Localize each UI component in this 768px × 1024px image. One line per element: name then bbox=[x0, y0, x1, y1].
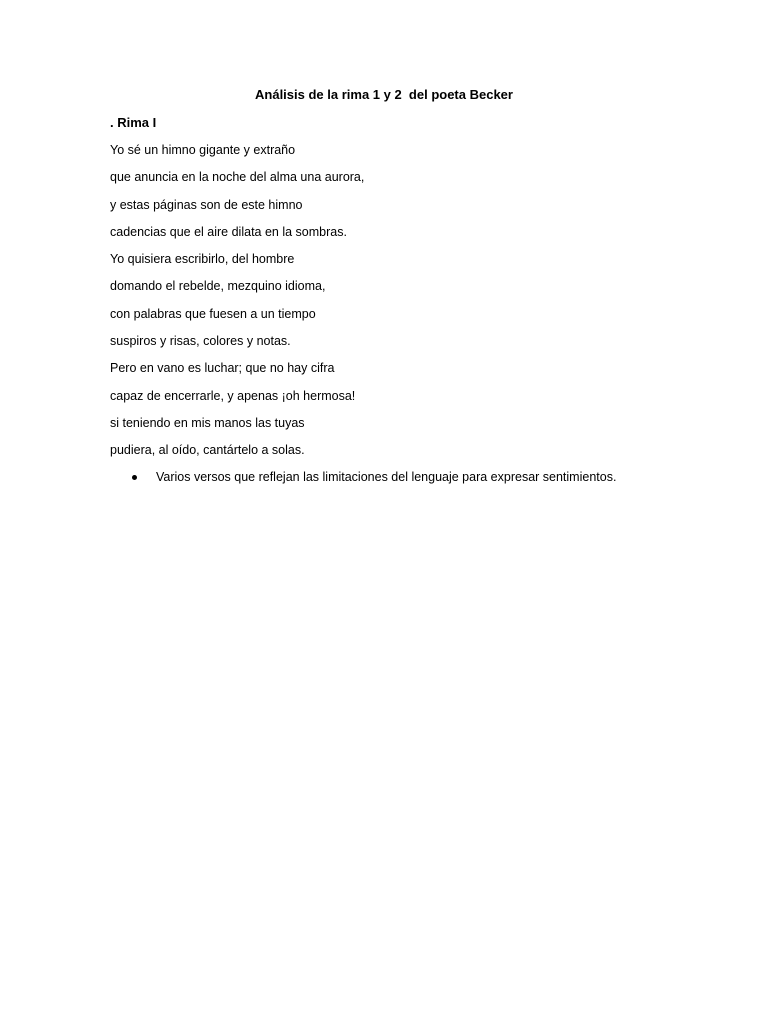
document-title: Análisis de la rima 1 y 2 del poeta Becker bbox=[255, 87, 513, 102]
verse-line: suspiros y risas, colores y notas. bbox=[110, 334, 291, 349]
verse-line: domando el rebelde, mezquino idioma, bbox=[110, 279, 326, 294]
verse-line: Pero en vano es luchar; que no hay cifra bbox=[110, 361, 335, 376]
verse-line: pudiera, al oído, cantártelo a solas. bbox=[110, 443, 305, 458]
verse-line: cadencias que el aire dilata en la sombras. bbox=[110, 224, 347, 239]
poem-verses bbox=[110, 141, 364, 469]
verse-line: Yo sé un himno gigante y extraño bbox=[110, 143, 296, 157]
bullet-dot-icon bbox=[132, 475, 137, 480]
verse-line: y estas páginas son de este himno bbox=[110, 197, 303, 212]
verse-line: con palabras que fuesen a un tiempo bbox=[110, 306, 316, 321]
section-heading-rima-1: . Rima I bbox=[110, 115, 157, 130]
verse-line: Yo quisiera escribirlo, del hombre bbox=[110, 252, 295, 267]
verse-line: capaz de encerrarle, y apenas ¡oh hermosa! bbox=[110, 388, 356, 403]
analysis-bullet-list bbox=[110, 468, 616, 486]
verse-line: si teniendo en mis manos las tuyas bbox=[110, 415, 305, 430]
bullet-text: Varios versos que reflejan las limitaciones del lenguaje para expresar sentimientos. bbox=[156, 470, 617, 484]
bullet-list-item bbox=[110, 468, 616, 486]
verse-line: que anuncia en la noche del alma una aurora, bbox=[110, 170, 365, 185]
